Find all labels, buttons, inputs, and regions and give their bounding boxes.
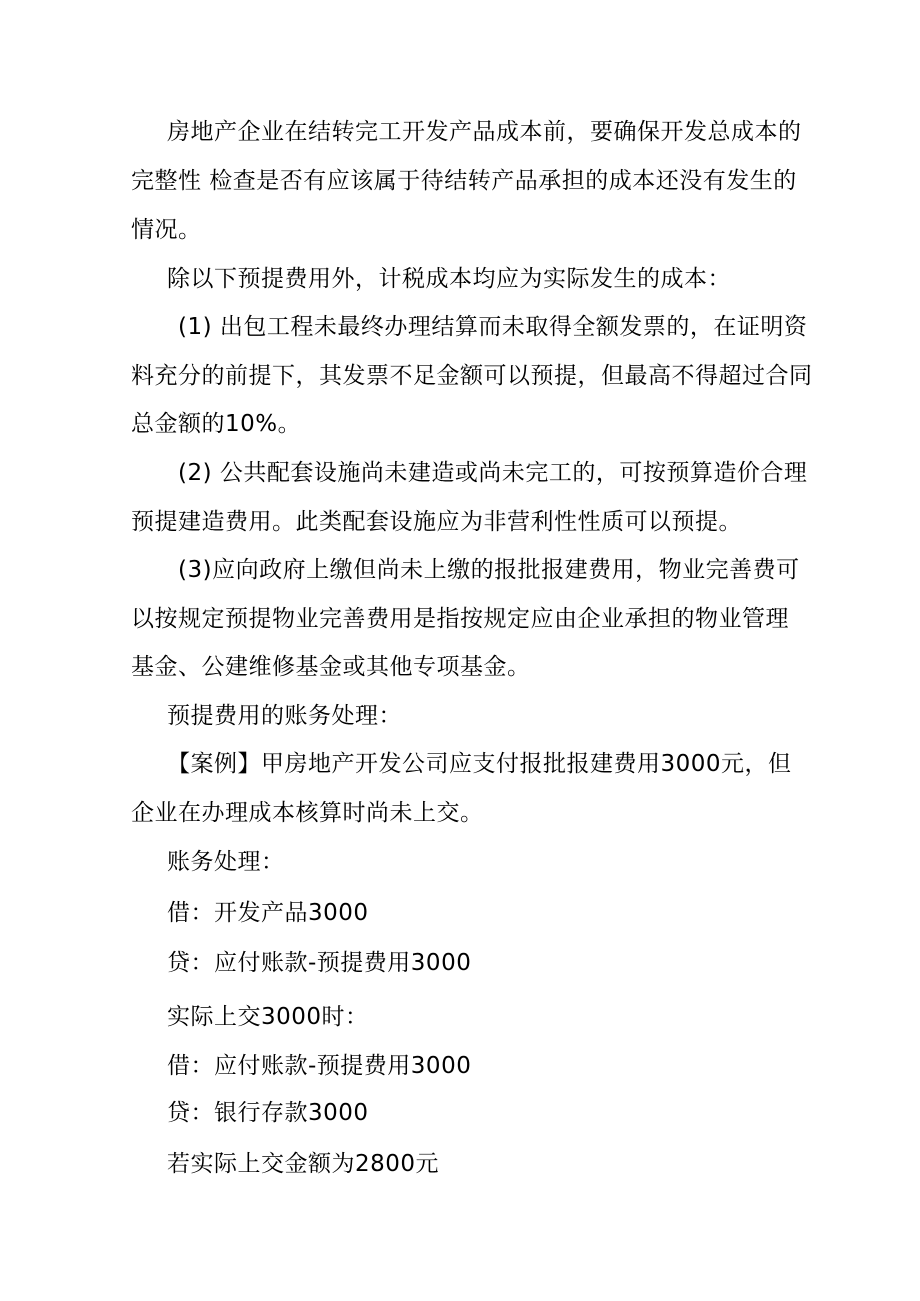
paragraph-1-line-1: 房地产企业在结转完工开发产品成本前，要确保开发总成本的 <box>167 119 802 145</box>
paragraph-2-line-1: 除以下预提费用外，计税成本均应为实际发生的成本： <box>167 266 731 292</box>
paragraph-3-line-2: 料充分的前提下，其发票不足金额可以预提，但最高不得超过合同 <box>131 363 813 389</box>
paragraph-6-line-1: 预提费用的账务处理： <box>167 703 402 729</box>
paragraph-4-line-1: (2) 公共配套设施尚未建造或尚未完工的，可按预算造价合理 <box>178 460 808 486</box>
paragraph-1-line-2: 完整性 检查是否有应该属于待结转产品承担的成本还没有发生的 <box>131 168 797 194</box>
paragraph-5-line-1: (3)应向政府上缴但尚未上缴的报批报建费用，物业完善费可 <box>178 557 800 583</box>
paragraph-7-line-1: 【案例】甲房地产开发公司应支付报批报建费用3000元，但 <box>167 751 792 777</box>
paragraph-5-line-2: 以按规定预提物业完善费用是指按规定应由企业承担的物业管理 <box>131 606 789 632</box>
paragraph-12-line-1: 借：应付账款-预提费用3000 <box>167 1053 472 1079</box>
paragraph-13-line-1: 贷：银行存款3000 <box>167 1100 369 1126</box>
paragraph-9-line-1: 借：开发产品3000 <box>167 900 369 926</box>
paragraph-8-line-1: 账务处理： <box>167 849 285 875</box>
paragraph-11-line-1: 实际上交3000时： <box>167 1004 369 1030</box>
paragraph-3-line-3: 总金额的10%。 <box>131 411 302 437</box>
paragraph-14-line-1: 若实际上交金额为2800元 <box>167 1151 440 1177</box>
paragraph-5-line-3: 基金、公建维修基金或其他专项基金。 <box>131 654 531 680</box>
paragraph-3-line-1: (1) 出包工程未最终办理结算而未取得全额发票的，在证明资 <box>178 314 808 340</box>
paragraph-7-line-2: 企业在办理成本核算时尚未上交。 <box>131 800 484 826</box>
paragraph-10-line-1: 贷：应付账款-预提费用3000 <box>167 950 472 976</box>
paragraph-4-line-2: 预提建造费用。此类配套设施应为非营利性性质可以预提。 <box>131 509 742 535</box>
paragraph-1-line-3: 情况。 <box>131 217 202 243</box>
